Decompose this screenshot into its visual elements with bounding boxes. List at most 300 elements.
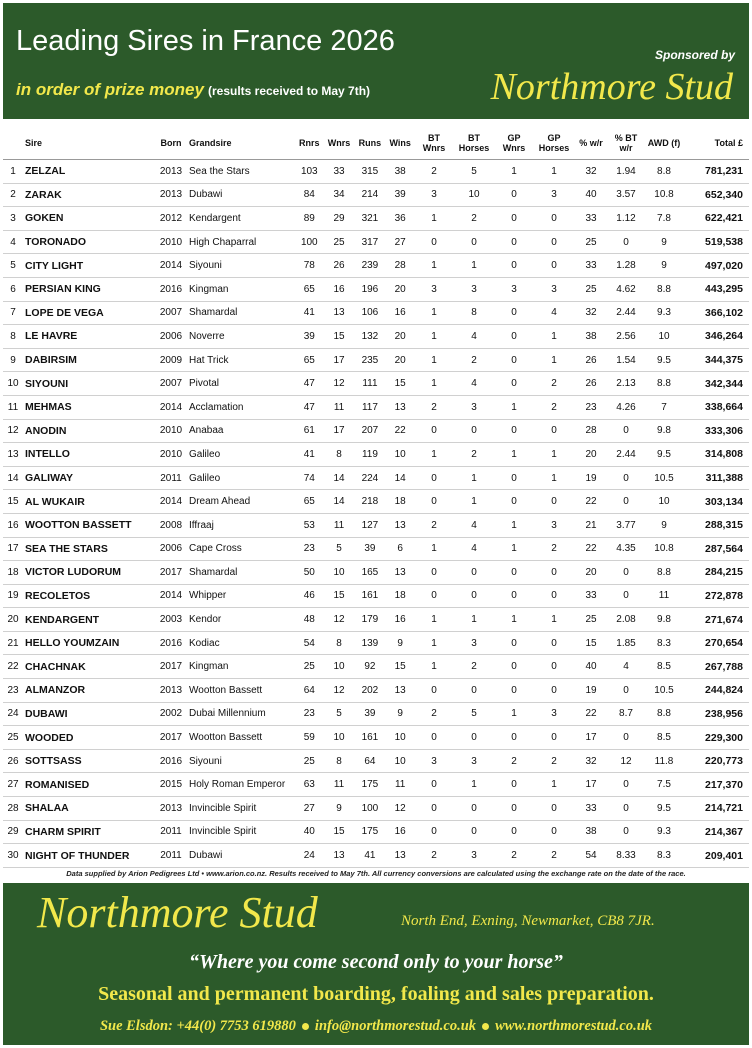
data-credits: Data supplied by Arion Pedigrees Ltd • www.arion.co.nz. Results received to May 7th. All currency conversions are calculated using the exchange rate on the date of the race.: [66, 869, 686, 878]
col-header-awd: AWD (f): [645, 127, 683, 160]
cell-grandsire: Dream Ahead: [187, 490, 295, 514]
cell-grandsire: Whipper: [187, 584, 295, 608]
table-row: [3, 773, 749, 797]
cell-bt-horses: 1: [453, 608, 495, 632]
cell-sire: WOOTTON BASSETT: [23, 513, 155, 537]
cell-pct-wr: 26: [575, 348, 607, 372]
contact-web[interactable]: www.northmorestud.co.uk: [495, 1018, 653, 1034]
cell-rnrs: 89: [295, 207, 324, 231]
footer-banner: [3, 883, 749, 1045]
cell-pct-bt-wr: 0: [607, 490, 645, 514]
cell-runs: 39: [354, 537, 385, 561]
cell-gp-wnrs: 0: [495, 820, 533, 844]
cell-sire: TORONADO: [23, 230, 155, 254]
cell-wins: 11: [385, 773, 415, 797]
cell-wnrs: 9: [324, 797, 355, 821]
cell-born: 2009: [155, 348, 187, 372]
cell-wnrs: 12: [324, 372, 355, 396]
cell-pct-bt-wr: 4.62: [607, 277, 645, 301]
cell-gp-horses: 3: [533, 702, 575, 726]
cell-born: 2015: [155, 773, 187, 797]
cell-bt-horses: 5: [453, 702, 495, 726]
cell-bt-horses: 3: [453, 749, 495, 773]
cell-gp-wnrs: 2: [495, 844, 533, 868]
cell-pct-bt-wr: 12: [607, 749, 645, 773]
cell-awd: 8.5: [645, 655, 683, 679]
cell-wnrs: 29: [324, 207, 355, 231]
cell-gp-wnrs: 0: [495, 372, 533, 396]
cell-wins: 15: [385, 372, 415, 396]
cell-rnrs: 23: [295, 537, 324, 561]
table-body: [3, 160, 749, 868]
cell-wnrs: 12: [324, 679, 355, 703]
cell-rnrs: 23: [295, 702, 324, 726]
contact-email[interactable]: info@northmorestud.co.uk: [314, 1018, 477, 1034]
cell-wnrs: 11: [324, 513, 355, 537]
cell-grandsire: Dubawi: [187, 844, 295, 868]
cell-grandsire: Hat Trick: [187, 348, 295, 372]
cell-born: 2013: [155, 183, 187, 207]
table-row: [3, 797, 749, 821]
cell-sire: SHALAA: [23, 797, 155, 821]
cell-grandsire: Dubawi: [187, 183, 295, 207]
cell-pct-wr: 26: [575, 372, 607, 396]
results-note: (results received to May 7th): [207, 84, 371, 98]
cell-gp-horses: 0: [533, 655, 575, 679]
cell-runs: 224: [354, 466, 385, 490]
cell-bt-horses: 4: [453, 513, 495, 537]
cell-bt-wnrs: 2: [415, 160, 453, 184]
cell-pos: 7: [3, 301, 23, 325]
cell-bt-horses: 2: [453, 207, 495, 231]
cell-gp-wnrs: 1: [495, 395, 533, 419]
cell-total: 311,388: [683, 466, 749, 490]
cell-wnrs: 8: [324, 749, 355, 773]
cell-wins: 39: [385, 183, 415, 207]
col-header-sire: Sire: [23, 127, 155, 160]
cell-pos: 3: [3, 207, 23, 231]
cell-wins: 28: [385, 254, 415, 278]
cell-pos: 21: [3, 631, 23, 655]
cell-gp-horses: 3: [533, 277, 575, 301]
cell-bt-horses: 4: [453, 537, 495, 561]
cell-bt-wnrs: 0: [415, 230, 453, 254]
cell-pct-bt-wr: 8.33: [607, 844, 645, 868]
cell-grandsire: High Chaparral: [187, 230, 295, 254]
cell-grandsire: Siyouni: [187, 254, 295, 278]
cell-pct-wr: 32: [575, 160, 607, 184]
cell-pos: 10: [3, 372, 23, 396]
cell-pct-bt-wr: 2.13: [607, 372, 645, 396]
table-row: [3, 183, 749, 207]
cell-wnrs: 17: [324, 419, 355, 443]
cell-total: 214,367: [683, 820, 749, 844]
cell-wins: 20: [385, 325, 415, 349]
cell-sire: SIYOUNI: [23, 372, 155, 396]
cell-rnrs: 65: [295, 277, 324, 301]
cell-sire: ALMANZOR: [23, 679, 155, 703]
cell-awd: 10: [645, 490, 683, 514]
cell-sire: ROMANISED: [23, 773, 155, 797]
table-row: [3, 820, 749, 844]
cell-total: 217,370: [683, 773, 749, 797]
cell-awd: 9.5: [645, 797, 683, 821]
cell-pos: 6: [3, 277, 23, 301]
cell-bt-wnrs: 0: [415, 561, 453, 585]
cell-born: 2016: [155, 631, 187, 655]
cell-pct-bt-wr: 4.26: [607, 395, 645, 419]
cell-total: 338,664: [683, 395, 749, 419]
cell-awd: 9: [645, 513, 683, 537]
cell-gp-horses: 2: [533, 395, 575, 419]
cell-bt-wnrs: 1: [415, 631, 453, 655]
cell-pct-bt-wr: 0: [607, 820, 645, 844]
cell-total: 271,674: [683, 608, 749, 632]
cell-runs: 92: [354, 655, 385, 679]
cell-grandsire: Dubai Millennium: [187, 702, 295, 726]
cell-total: 288,315: [683, 513, 749, 537]
cell-total: 220,773: [683, 749, 749, 773]
cell-awd: 8.8: [645, 372, 683, 396]
cell-sire: INTELLO: [23, 443, 155, 467]
cell-bt-wnrs: 0: [415, 726, 453, 750]
cell-wnrs: 14: [324, 490, 355, 514]
table-row: [3, 726, 749, 750]
cell-wins: 14: [385, 466, 415, 490]
cell-gp-wnrs: 1: [495, 702, 533, 726]
sponsored-by-label: Sponsored by: [654, 48, 735, 62]
cell-pos: 28: [3, 797, 23, 821]
cell-born: 2006: [155, 537, 187, 561]
cell-bt-horses: 1: [453, 466, 495, 490]
cell-pct-wr: 38: [575, 820, 607, 844]
cell-awd: 10.8: [645, 537, 683, 561]
cell-bt-horses: 1: [453, 254, 495, 278]
cell-bt-wnrs: 0: [415, 797, 453, 821]
cell-bt-wnrs: 2: [415, 395, 453, 419]
cell-pct-bt-wr: 8.7: [607, 702, 645, 726]
cell-rnrs: 74: [295, 466, 324, 490]
col-header-bt-horses: BT Horses: [453, 127, 495, 160]
cell-gp-wnrs: 0: [495, 325, 533, 349]
cell-runs: 111: [354, 372, 385, 396]
cell-born: 2017: [155, 561, 187, 585]
cell-pct-bt-wr: 1.12: [607, 207, 645, 231]
cell-wnrs: 15: [324, 325, 355, 349]
cell-gp-horses: 0: [533, 230, 575, 254]
cell-gp-horses: 1: [533, 608, 575, 632]
cell-gp-horses: 0: [533, 820, 575, 844]
col-header-runs: Runs: [354, 127, 385, 160]
cell-rnrs: 40: [295, 820, 324, 844]
cell-pct-bt-wr: 0: [607, 773, 645, 797]
cell-gp-wnrs: 0: [495, 348, 533, 372]
cell-gp-wnrs: 2: [495, 749, 533, 773]
cell-pos: 8: [3, 325, 23, 349]
cell-wnrs: 13: [324, 844, 355, 868]
cell-total: 346,264: [683, 325, 749, 349]
table-row: [3, 490, 749, 514]
cell-born: 2011: [155, 820, 187, 844]
cell-rnrs: 48: [295, 608, 324, 632]
cell-rnrs: 25: [295, 655, 324, 679]
cell-bt-horses: 2: [453, 348, 495, 372]
cell-born: 2014: [155, 395, 187, 419]
cell-bt-wnrs: 0: [415, 466, 453, 490]
cell-bt-horses: 4: [453, 372, 495, 396]
cell-born: 2007: [155, 372, 187, 396]
cell-sire: DUBAWI: [23, 702, 155, 726]
cell-rnrs: 27: [295, 797, 324, 821]
cell-sire: SEA THE STARS: [23, 537, 155, 561]
cell-pct-wr: 33: [575, 254, 607, 278]
cell-gp-wnrs: 1: [495, 443, 533, 467]
cell-awd: 9: [645, 230, 683, 254]
cell-rnrs: 84: [295, 183, 324, 207]
cell-pct-wr: 25: [575, 608, 607, 632]
cell-sire: SOTTSASS: [23, 749, 155, 773]
cell-total: 652,340: [683, 183, 749, 207]
cell-pct-wr: 54: [575, 844, 607, 868]
cell-bt-horses: 1: [453, 490, 495, 514]
cell-pct-bt-wr: 0: [607, 419, 645, 443]
cell-pct-wr: 32: [575, 301, 607, 325]
footer-contact: [3, 1018, 749, 1035]
cell-runs: 64: [354, 749, 385, 773]
cell-gp-wnrs: 0: [495, 631, 533, 655]
cell-gp-wnrs: 0: [495, 419, 533, 443]
page-title: Leading Sires in France 2026: [16, 25, 395, 57]
bullet-icon: [302, 1023, 309, 1030]
cell-sire: ZARAK: [23, 183, 155, 207]
cell-sire: ANODIN: [23, 419, 155, 443]
cell-gp-horses: 0: [533, 584, 575, 608]
col-header-total: Total £: [683, 127, 749, 160]
cell-born: 2016: [155, 749, 187, 773]
table-row: [3, 608, 749, 632]
cell-total: 497,020: [683, 254, 749, 278]
cell-rnrs: 41: [295, 301, 324, 325]
footer-logo: Northmore Stud: [37, 888, 318, 937]
cell-sire: ZELZAL: [23, 160, 155, 184]
cell-gp-wnrs: 1: [495, 608, 533, 632]
cell-pct-bt-wr: 2.44: [607, 443, 645, 467]
page-subtitle: [16, 80, 370, 100]
cell-pct-bt-wr: 0: [607, 230, 645, 254]
cell-sire: LE HAVRE: [23, 325, 155, 349]
cell-rnrs: 100: [295, 230, 324, 254]
cell-sire: GOKEN: [23, 207, 155, 231]
cell-gp-horses: 1: [533, 160, 575, 184]
cell-rnrs: 41: [295, 443, 324, 467]
cell-wins: 18: [385, 584, 415, 608]
col-header-bt-wnrs: BT Wnrs: [415, 127, 453, 160]
cell-pct-bt-wr: 0: [607, 561, 645, 585]
cell-wins: 15: [385, 655, 415, 679]
cell-runs: 127: [354, 513, 385, 537]
cell-gp-horses: 0: [533, 207, 575, 231]
cell-runs: 218: [354, 490, 385, 514]
cell-sire: CHARM SPIRIT: [23, 820, 155, 844]
cell-gp-wnrs: 0: [495, 679, 533, 703]
cell-grandsire: Kendargent: [187, 207, 295, 231]
cell-grandsire: Wootton Bassett: [187, 679, 295, 703]
cell-bt-horses: 1: [453, 773, 495, 797]
cell-pct-bt-wr: 1.94: [607, 160, 645, 184]
cell-gp-wnrs: 0: [495, 561, 533, 585]
cell-bt-wnrs: 1: [415, 655, 453, 679]
cell-wnrs: 5: [324, 702, 355, 726]
cell-pct-wr: 33: [575, 797, 607, 821]
cell-pos: 18: [3, 561, 23, 585]
cell-bt-horses: 4: [453, 325, 495, 349]
cell-bt-wnrs: 1: [415, 325, 453, 349]
cell-sire: PERSIAN KING: [23, 277, 155, 301]
cell-born: 2007: [155, 301, 187, 325]
cell-rnrs: 61: [295, 419, 324, 443]
cell-total: 214,721: [683, 797, 749, 821]
cell-grandsire: Shamardal: [187, 301, 295, 325]
cell-pct-bt-wr: 4: [607, 655, 645, 679]
cell-born: 2010: [155, 230, 187, 254]
cell-awd: 9.8: [645, 608, 683, 632]
cell-wins: 6: [385, 537, 415, 561]
cell-pct-wr: 19: [575, 679, 607, 703]
cell-pct-wr: 17: [575, 726, 607, 750]
table-header-row: [3, 127, 749, 160]
footer-address: North End, Exning, Newmarket, CB8 7JR.: [401, 913, 655, 929]
cell-pct-wr: 19: [575, 466, 607, 490]
cell-gp-wnrs: 0: [495, 655, 533, 679]
cell-wins: 20: [385, 348, 415, 372]
cell-rnrs: 59: [295, 726, 324, 750]
cell-total: 272,878: [683, 584, 749, 608]
cell-bt-horses: 2: [453, 655, 495, 679]
table-row: [3, 537, 749, 561]
table-row: [3, 207, 749, 231]
cell-pct-bt-wr: 2.56: [607, 325, 645, 349]
cell-rnrs: 54: [295, 631, 324, 655]
cell-total: 287,564: [683, 537, 749, 561]
col-header-born: Born: [155, 127, 187, 160]
cell-bt-horses: 0: [453, 726, 495, 750]
cell-sire: AL WUKAIR: [23, 490, 155, 514]
cell-wins: 10: [385, 749, 415, 773]
cell-bt-wnrs: 0: [415, 773, 453, 797]
table-row: [3, 254, 749, 278]
cell-awd: 9.8: [645, 419, 683, 443]
cell-awd: 8.3: [645, 631, 683, 655]
cell-gp-wnrs: 0: [495, 183, 533, 207]
cell-awd: 9: [645, 254, 683, 278]
cell-wins: 27: [385, 230, 415, 254]
table-row: [3, 443, 749, 467]
col-header-rnrs: Rnrs: [295, 127, 324, 160]
footer-services: Seasonal and permanent boarding, foaling and sales preparation.: [98, 983, 654, 1005]
cell-total: 443,295: [683, 277, 749, 301]
cell-runs: 161: [354, 726, 385, 750]
cell-awd: 9.5: [645, 443, 683, 467]
cell-pct-bt-wr: 3.77: [607, 513, 645, 537]
cell-total: 270,654: [683, 631, 749, 655]
cell-wnrs: 15: [324, 584, 355, 608]
cell-gp-horses: 2: [533, 844, 575, 868]
cell-pct-bt-wr: 0: [607, 726, 645, 750]
cell-grandsire: Galileo: [187, 443, 295, 467]
cell-pct-wr: 22: [575, 490, 607, 514]
cell-runs: 175: [354, 773, 385, 797]
cell-pct-bt-wr: 3.57: [607, 183, 645, 207]
cell-gp-wnrs: 0: [495, 207, 533, 231]
cell-gp-horses: 0: [533, 726, 575, 750]
cell-gp-horses: 0: [533, 797, 575, 821]
cell-grandsire: Anabaa: [187, 419, 295, 443]
cell-born: 2017: [155, 655, 187, 679]
cell-runs: 39: [354, 702, 385, 726]
cell-awd: 8.8: [645, 160, 683, 184]
cell-pct-bt-wr: 2.08: [607, 608, 645, 632]
cell-bt-horses: 2: [453, 443, 495, 467]
cell-pct-wr: 38: [575, 325, 607, 349]
cell-runs: 214: [354, 183, 385, 207]
cell-gp-horses: 2: [533, 749, 575, 773]
cell-total: 238,956: [683, 702, 749, 726]
cell-pct-wr: 21: [575, 513, 607, 537]
cell-pos: 27: [3, 773, 23, 797]
cell-born: 2010: [155, 419, 187, 443]
cell-born: 2011: [155, 844, 187, 868]
cell-runs: 235: [354, 348, 385, 372]
cell-rnrs: 47: [295, 372, 324, 396]
table-row: [3, 466, 749, 490]
cell-runs: 41: [354, 844, 385, 868]
cell-pct-wr: 22: [575, 702, 607, 726]
cell-total: 366,102: [683, 301, 749, 325]
cell-pct-wr: 23: [575, 395, 607, 419]
cell-bt-wnrs: 0: [415, 584, 453, 608]
cell-awd: 11.8: [645, 749, 683, 773]
cell-wins: 13: [385, 844, 415, 868]
cell-wnrs: 8: [324, 443, 355, 467]
cell-awd: 11: [645, 584, 683, 608]
cell-born: 2013: [155, 160, 187, 184]
cell-grandsire: Galileo: [187, 466, 295, 490]
cell-wnrs: 14: [324, 466, 355, 490]
cell-wins: 22: [385, 419, 415, 443]
cell-gp-wnrs: 0: [495, 490, 533, 514]
cell-pct-bt-wr: 0: [607, 797, 645, 821]
cell-wnrs: 5: [324, 537, 355, 561]
cell-bt-wnrs: 3: [415, 749, 453, 773]
cell-runs: 139: [354, 631, 385, 655]
cell-bt-wnrs: 2: [415, 702, 453, 726]
cell-runs: 100: [354, 797, 385, 821]
cell-sire: RECOLETOS: [23, 584, 155, 608]
cell-bt-wnrs: 1: [415, 443, 453, 467]
cell-bt-wnrs: 1: [415, 348, 453, 372]
cell-rnrs: 46: [295, 584, 324, 608]
cell-bt-wnrs: 1: [415, 207, 453, 231]
cell-born: 2010: [155, 443, 187, 467]
cell-wnrs: 12: [324, 608, 355, 632]
table-row: [3, 749, 749, 773]
cell-awd: 7: [645, 395, 683, 419]
subtitle-text: in order of prize money: [16, 80, 204, 99]
cell-grandsire: Cape Cross: [187, 537, 295, 561]
cell-gp-horses: 1: [533, 325, 575, 349]
cell-runs: 165: [354, 561, 385, 585]
cell-bt-wnrs: 2: [415, 844, 453, 868]
